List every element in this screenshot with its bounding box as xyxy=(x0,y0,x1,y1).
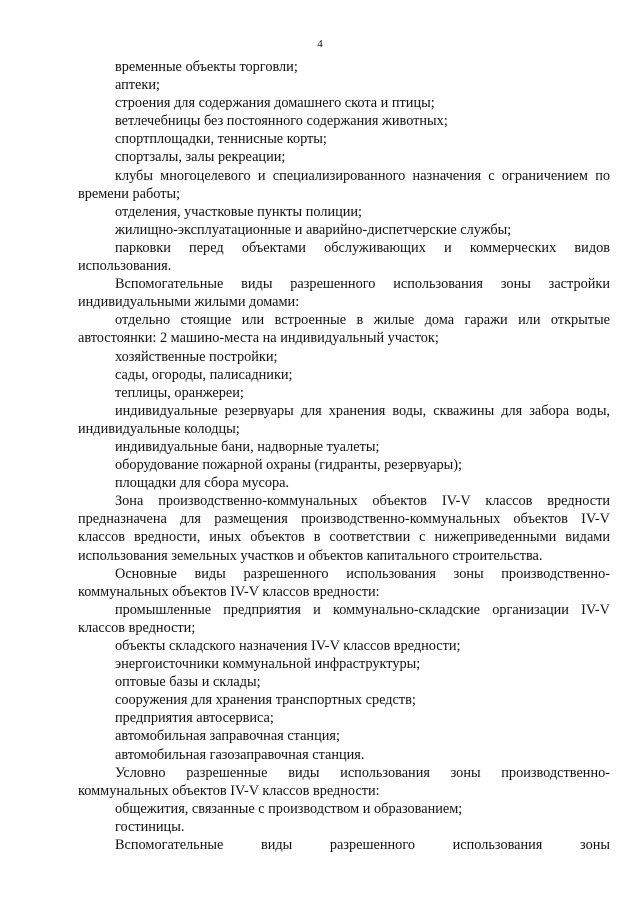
paragraph: площадки для сбора мусора. xyxy=(115,475,290,492)
paragraph: общежития, связанные с производством и образованием; xyxy=(115,800,463,817)
paragraph: объекты складского назначения IV-V классов вредности; xyxy=(115,638,461,654)
paragraph: сады, огороды, палисадники; xyxy=(115,366,293,383)
paragraph: оборудование пожарной охраны (гидранты, резервуары); xyxy=(115,457,462,474)
paragraph: сооружения для хранения транспортных средств; xyxy=(115,692,416,709)
paragraph: энергоисточники коммунальной инфраструктуры; xyxy=(115,656,421,673)
paragraph: отделения, участковые пункты полиции; xyxy=(115,203,363,220)
paragraph: спортплощадки, теннисные корты; xyxy=(115,131,327,148)
paragraph: индивидуальные резервуары для хранения воды, скважины для забора воды, индивидуальные колодцы; xyxy=(78,402,610,437)
paragraph: теплицы, оранжереи; xyxy=(115,384,244,401)
paragraph: Основные виды разрешенного использования зоны производственно-коммунальных объектов IV-V классов вредности: xyxy=(78,565,610,600)
paragraph: Вспомогательные виды разрешенного использования зоны застройки индивидуальными жилыми домами: xyxy=(78,276,610,311)
paragraph: спортзалы, залы рекреации; xyxy=(115,149,286,166)
paragraph: хозяйственные постройки; xyxy=(115,348,278,365)
paragraph: ветлечебницы без постоянного содержания животных; xyxy=(115,113,448,130)
paragraph: автомобильная заправочная станция; xyxy=(115,728,340,745)
paragraph: гостиницы. xyxy=(115,818,185,835)
paragraph: оптовые базы и склады; xyxy=(115,674,261,691)
paragraph: промышленные предприятия и коммунально-складские организации IV-V классов вредности; xyxy=(78,601,610,636)
paragraph: Вспомогательные виды разрешенного использования зоны xyxy=(115,837,610,854)
paragraph: аптеки; xyxy=(115,77,160,94)
paragraph: клубы многоцелевого и специализированного назначения с ограничением по времени работы; xyxy=(78,167,610,202)
paragraph: жилищно-эксплуатационные и аварийно-диспетчерские службы; xyxy=(115,221,512,238)
paragraph: индивидуальные бани, надворные туалеты; xyxy=(115,438,380,455)
paragraph: отдельно стоящие или встроенные в жилые дома гаражи или открытые автостоянки: 2 машино-места на индивидуальный участок; xyxy=(78,312,610,347)
paragraph: Условно разрешенные виды использования зоны производственно-коммунальных объектов IV-V классов вредности: xyxy=(78,764,610,799)
page-number: 4 xyxy=(317,38,323,50)
paragraph: автомобильная газозаправочная станция. xyxy=(115,746,365,763)
paragraph: строения для содержания домашнего скота и птицы; xyxy=(115,95,435,112)
paragraph: предприятия автосервиса; xyxy=(115,710,274,727)
document-body xyxy=(78,58,610,854)
paragraph: парковки перед объектами обслуживающих и коммерческих видов использования. xyxy=(78,239,610,275)
paragraph: Зона производственно-коммунальных объектов IV-V классов вредности предназначена для размещения производственно-коммунальных объектов IV-V классов вредности, иных объектов в соответствии с нижеприведенными видами использования земельных участков и объектов капитального строительства. xyxy=(78,493,610,564)
paragraph: временные объекты торговли; xyxy=(115,59,298,75)
